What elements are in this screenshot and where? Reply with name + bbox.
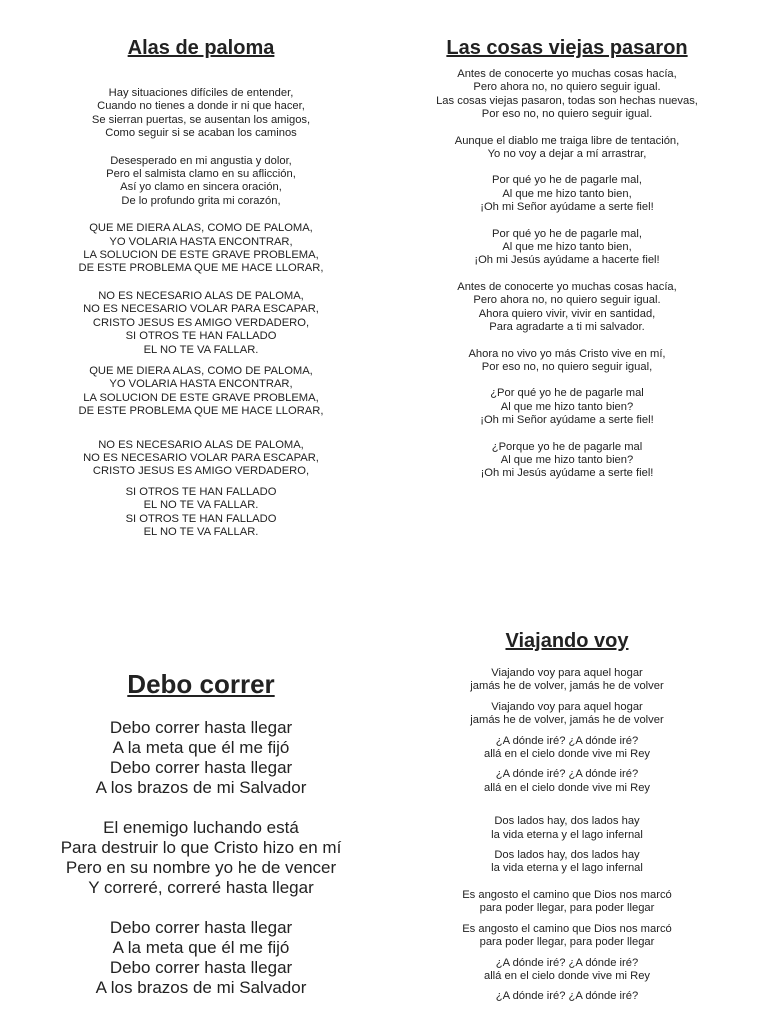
lyric-line: Pero ahora no, no quiero seguir igual. bbox=[473, 294, 661, 307]
lyric-line: Cuando no tienes a donde ir ni que hacer, bbox=[97, 100, 305, 113]
stanza bbox=[418, 990, 716, 1003]
stanza bbox=[418, 387, 716, 427]
lyric-line: Al que me hizo tanto bien? bbox=[500, 453, 634, 466]
lyric-line: YO VOLARIA HASTA ENCONTRAR, bbox=[109, 378, 293, 391]
lyric-line: LA SOLUCION DE ESTE GRAVE PROBLEMA, bbox=[83, 249, 319, 262]
stanza bbox=[40, 818, 362, 898]
lyric-line: Como seguir si se acaban los caminos bbox=[105, 127, 297, 140]
lyric-line: SI OTROS TE HAN FALLADO bbox=[125, 485, 277, 498]
stanza bbox=[418, 667, 716, 694]
lyric-line: Es angosto el camino que Dios nos marcó bbox=[462, 888, 672, 901]
lyric-line: Antes de conocerte yo muchas cosas hacía, bbox=[457, 280, 677, 293]
stanza bbox=[418, 135, 716, 162]
lyric-line: Pero ahora no, no quiero seguir igual. bbox=[473, 81, 661, 94]
stanza bbox=[40, 155, 362, 209]
lyric-line: Es angosto el camino que Dios nos marcó bbox=[462, 922, 672, 935]
lyric-line: Antes de conocerte yo muchas cosas hacía, bbox=[457, 68, 677, 80]
lyric-line: ¡Oh mi Señor ayúdame a serte fiel! bbox=[480, 414, 654, 427]
song-lyrics bbox=[418, 667, 716, 1004]
stanza bbox=[418, 849, 716, 876]
stanza bbox=[40, 222, 362, 276]
lyric-line: QUE ME DIERA ALAS, COMO DE PALOMA, bbox=[89, 222, 313, 235]
lyric-line: SI OTROS TE HAN FALLADO bbox=[125, 330, 277, 343]
song-las-cosas-viejas-pasaron bbox=[418, 36, 716, 494]
stanza bbox=[40, 486, 362, 540]
lyric-line: A los brazos de mi Salvador bbox=[95, 778, 307, 797]
lyric-line: EL NO TE VA FALLAR. bbox=[143, 343, 259, 356]
stanza bbox=[418, 68, 716, 122]
lyric-line: CRISTO JESUS ES AMIGO VERDADERO, bbox=[92, 465, 310, 478]
song-title: Las cosas viejas pasaron bbox=[446, 37, 688, 59]
lyric-line: jamás he de volver, jamás he de volver bbox=[470, 714, 664, 727]
lyric-line: ¡Oh mi Señor ayúdame a serte fiel! bbox=[480, 201, 654, 214]
song-title: Debo correr bbox=[127, 669, 275, 699]
lyric-line: la vida eterna y el lago infernal bbox=[491, 828, 643, 841]
song-alas-de-paloma bbox=[40, 36, 362, 553]
stanza bbox=[418, 228, 716, 268]
lyric-line: ¿Porque yo he de pagarle mal bbox=[491, 440, 643, 453]
lyric-line: Hay situaciones difíciles de entender, bbox=[108, 87, 294, 99]
lyric-line: Para agradarte a ti mi salvador. bbox=[489, 321, 645, 334]
lyric-line: Debo correr hasta llegar bbox=[109, 918, 293, 937]
lyric-line: Por eso no, no quiero seguir igual, bbox=[481, 360, 653, 373]
lyric-line: allá en el cielo donde vive mi Rey bbox=[483, 748, 651, 761]
lyric-line: Al que me hizo tanto bien? bbox=[500, 400, 634, 413]
lyric-line: allá en el cielo donde vive mi Rey bbox=[483, 969, 651, 982]
lyric-line: Por qué yo he de pagarle mal, bbox=[492, 174, 642, 187]
stanza bbox=[418, 701, 716, 728]
lyric-line: ¿A dónde iré? ¿A dónde iré? bbox=[495, 734, 639, 747]
song-lyrics bbox=[418, 68, 716, 481]
lyric-line: la vida eterna y el lago infernal bbox=[491, 862, 643, 875]
stanza bbox=[40, 918, 362, 998]
lyric-line: NO ES NECESARIO VOLAR PARA ESCAPAR, bbox=[83, 451, 319, 464]
lyric-line: DE ESTE PROBLEMA QUE ME HACE LLORAR, bbox=[78, 262, 324, 275]
lyric-line: NO ES NECESARIO ALAS DE PALOMA, bbox=[98, 438, 304, 451]
lyric-line: Por eso no, no quiero seguir igual. bbox=[481, 108, 653, 121]
stanza bbox=[418, 923, 716, 950]
lyric-line: Ahora no vivo yo más Cristo vive en mí, bbox=[468, 347, 666, 360]
lyric-line: NO ES NECESARIO VOLAR PARA ESCAPAR, bbox=[83, 303, 319, 316]
lyric-line: Para destruir lo que Cristo hizo en mí bbox=[60, 838, 342, 857]
lyric-line: EL NO TE VA FALLAR. bbox=[143, 499, 259, 512]
lyric-line: ¿Por qué yo he de pagarle mal bbox=[490, 387, 644, 400]
lyric-line: A la meta que él me fijó bbox=[112, 938, 290, 957]
lyric-line: Ahora quiero vivir, vivir en santidad, bbox=[478, 307, 656, 320]
song-lyrics bbox=[40, 718, 362, 998]
lyric-line: Aunque el diablo me traiga libre de tentación, bbox=[454, 134, 680, 147]
song-title: Viajando voy bbox=[505, 630, 629, 652]
stanza bbox=[40, 290, 362, 357]
lyric-line: Se sierran puertas, se ausentan los amigos, bbox=[91, 113, 311, 126]
stanza bbox=[40, 718, 362, 798]
lyric-line: Pero el salmista clamo en su aflicción, bbox=[106, 168, 296, 181]
lyric-line: Desesperado en mi angustia y dolor, bbox=[110, 154, 292, 167]
lyric-line: CRISTO JESUS ES AMIGO VERDADERO, bbox=[92, 316, 310, 329]
lyric-line: ¿A dónde iré? ¿A dónde iré? bbox=[495, 768, 639, 781]
lyric-line: LA SOLUCION DE ESTE GRAVE PROBLEMA, bbox=[83, 391, 319, 404]
lyric-line: Debo correr hasta llegar bbox=[109, 958, 293, 977]
lyric-line: Pero en su nombre yo he de vencer bbox=[65, 858, 337, 877]
lyric-line: Al que me hizo tanto bien, bbox=[502, 241, 632, 254]
lyric-line: Viajando voy para aquel hogar bbox=[491, 667, 643, 679]
stanza bbox=[418, 735, 716, 762]
stanza bbox=[418, 441, 716, 481]
lyric-line: A la meta que él me fijó bbox=[112, 738, 290, 757]
song-viajando-voy bbox=[418, 629, 716, 1011]
stanza bbox=[40, 365, 362, 419]
lyric-line: ¡Oh mi Jesús ayúdame a hacerte fiel! bbox=[474, 254, 660, 267]
stanza bbox=[418, 815, 716, 842]
lyric-line: ¡Oh mi Jesús ayúdame a serte fiel! bbox=[480, 467, 654, 480]
lyric-line: DE ESTE PROBLEMA QUE ME HACE LLORAR, bbox=[78, 405, 324, 418]
lyric-line: Las cosas viejas pasaron, todas son hechas nuevas, bbox=[436, 94, 698, 107]
stanza bbox=[418, 957, 716, 984]
lyric-line: Dos lados hay, dos lados hay bbox=[494, 849, 640, 862]
stanza bbox=[418, 348, 716, 375]
lyric-line: YO VOLARIA HASTA ENCONTRAR, bbox=[109, 235, 293, 248]
song-title: Alas de paloma bbox=[127, 37, 275, 59]
lyric-line: Debo correr hasta llegar bbox=[109, 718, 293, 737]
lyric-line: SI OTROS TE HAN FALLADO bbox=[125, 512, 277, 525]
lyric-line: Al que me hizo tanto bien, bbox=[502, 187, 632, 200]
lyric-line: allá en el cielo donde vive mi Rey bbox=[483, 781, 651, 794]
stanza bbox=[418, 889, 716, 916]
lyric-line: ¿A dónde iré? ¿A dónde iré? bbox=[495, 956, 639, 969]
stanza bbox=[40, 439, 362, 479]
lyric-line: NO ES NECESARIO ALAS DE PALOMA, bbox=[98, 289, 304, 302]
lyric-line: Así yo clamo en sincera oración, bbox=[120, 181, 282, 194]
lyric-line: De lo profundo grita mi corazón, bbox=[121, 194, 281, 207]
lyric-line: Y correré, correré hasta llegar bbox=[88, 878, 314, 897]
song-lyrics bbox=[40, 87, 362, 539]
stanza bbox=[418, 174, 716, 214]
lyric-line: El enemigo luchando está bbox=[103, 818, 299, 837]
lyric-line: Yo no voy a dejar a mí arrastrar, bbox=[487, 148, 647, 161]
lyric-line: para poder llegar, para poder llegar bbox=[479, 936, 655, 949]
lyric-line: Viajando voy para aquel hogar bbox=[491, 700, 643, 713]
lyric-line: EL NO TE VA FALLAR. bbox=[143, 525, 259, 538]
stanza bbox=[418, 281, 716, 335]
lyric-line: ¿A dónde iré? ¿A dónde iré? bbox=[495, 990, 639, 1003]
stanza bbox=[418, 768, 716, 795]
stanza bbox=[40, 87, 362, 141]
lyric-line: jamás he de volver, jamás he de volver bbox=[470, 680, 664, 693]
lyric-line: para poder llegar, para poder llegar bbox=[479, 902, 655, 915]
lyric-line: Por qué yo he de pagarle mal, bbox=[492, 227, 642, 240]
lyric-line: Debo correr hasta llegar bbox=[109, 758, 293, 777]
lyric-line: Dos lados hay, dos lados hay bbox=[494, 815, 640, 828]
song-debo-correr bbox=[40, 668, 362, 1018]
lyric-line: QUE ME DIERA ALAS, COMO DE PALOMA, bbox=[89, 364, 313, 377]
lyric-line: A los brazos de mi Salvador bbox=[95, 978, 307, 997]
